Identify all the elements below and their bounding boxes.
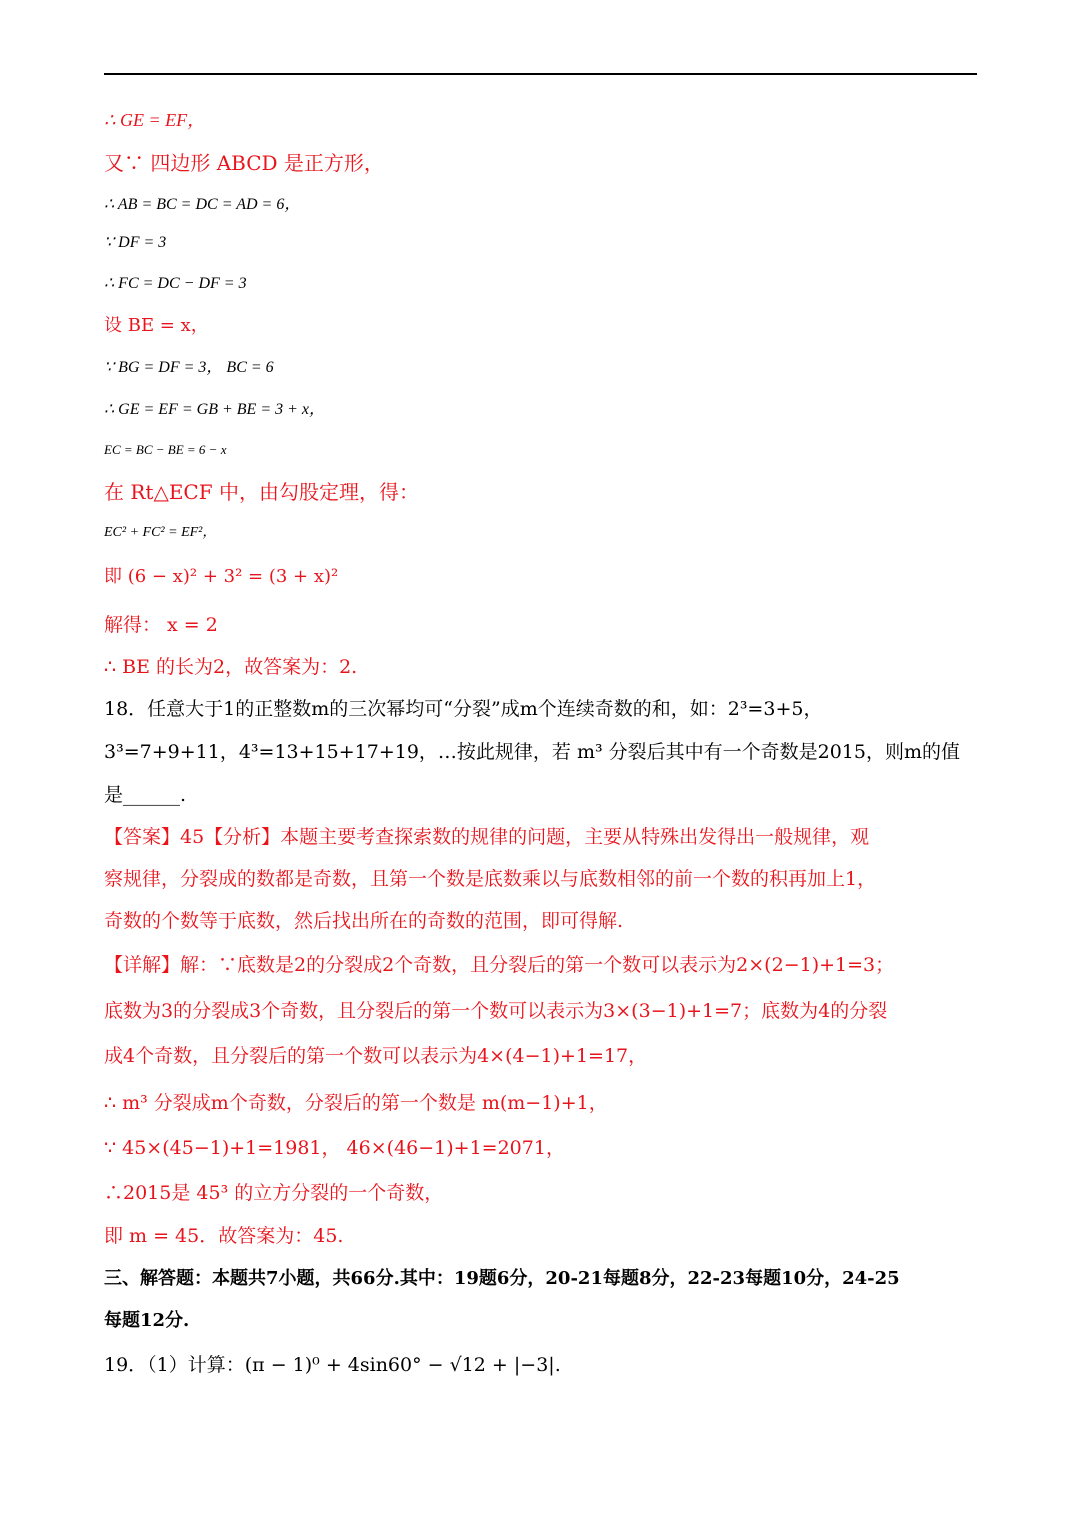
question-18-line-3: 是______. <box>104 784 187 806</box>
solution-line-8: ∴ GE = EF = GB + BE = 3 + x， <box>104 401 326 418</box>
solution-line-3: ∴ AB = BC = DC = AD = 6， <box>104 196 301 213</box>
solution-line-11: EC² + FC² = EF²， <box>104 525 217 540</box>
question-18-line-2: 3³=7+9+11，4³=13+15+17+19，…按此规律，若 m³ 分裂后其中有一个奇数是2015，则m的值 <box>104 741 960 763</box>
question-18-line-1: 18．任意大于1的正整数m的三次幂均可“分裂”成m个连续奇数的和，如：2³=3+5， <box>104 698 823 720</box>
solution-line-14: ∴ BE 的长为2，故答案为：2. <box>104 656 358 678</box>
solution-line-2: 又∵ 四边形 ABCD 是正方形， <box>104 151 384 175</box>
solution-line-13: 解得： x = 2 <box>104 614 218 636</box>
solution-line-5: ∴ FC = DC − DF = 3 <box>104 275 247 292</box>
solution-line-12: 即 (6 − x)² + 3² = (3 + x)² <box>104 566 339 587</box>
section-3-heading-line-1: 三、解答题：本题共7小题，共66分.其中：19题6分，20-21每题8分，22-23每题10分，24-25 <box>104 1268 900 1289</box>
detail-line-5: ∵ 45×(45−1)+1=1981， 46×(46−1)+1=2071， <box>104 1137 565 1159</box>
answer-analysis-line-1: 【答案】45【分析】本题主要考查探索数的规律的问题，主要从特殊出发得出一般规律，观 <box>104 826 870 848</box>
solution-line-9: EC = BC − BE = 6 − x <box>104 442 227 457</box>
answer-analysis-line-3: 奇数的个数等于底数，然后找出所在的奇数的范围，即可得解. <box>104 910 624 932</box>
detail-line-6: ∴2015是 45³ 的立方分裂的一个奇数， <box>104 1182 444 1204</box>
solution-line-7: ∵ BG = DF = 3， BC = 6 <box>104 359 274 376</box>
detail-line-2: 底数为3的分裂成3个奇数，且分裂后的第一个数可以表示为3×(3−1)+1=7；底数为4的分裂 <box>104 1000 888 1022</box>
solution-line-1: ∴ GE = EF， <box>104 110 206 130</box>
header-rule <box>104 73 977 75</box>
detail-line-3: 成4个奇数，且分裂后的第一个数可以表示为4×(4−1)+1=17， <box>104 1045 648 1067</box>
question-19-line-1: 19．（1）计算：(π − 1)⁰ + 4sin60° − √12 + |−3|. <box>104 1354 561 1376</box>
detail-line-1: 【详解】解：∵底数是2的分裂成2个奇数，且分裂后的第一个数可以表示为2×(2−1)+1=3； <box>104 954 895 976</box>
solution-line-4: ∵ DF = 3 <box>104 234 167 251</box>
answer-analysis-line-2: 察规律，分裂成的数都是奇数，且第一个数是底数乘以与底数相邻的前一个数的积再加上1， <box>104 868 877 890</box>
section-3-heading-line-2: 每题12分. <box>104 1310 190 1331</box>
solution-line-10: 在 Rt△ECF 中，由勾股定理，得： <box>104 480 419 504</box>
solution-line-6: 设 BE = x， <box>104 315 209 336</box>
detail-line-4: ∴ m³ 分裂成m个奇数，分裂后的第一个数是 m(m−1)+1， <box>104 1092 608 1114</box>
detail-line-7: 即 m = 45．故答案为：45. <box>104 1225 344 1247</box>
